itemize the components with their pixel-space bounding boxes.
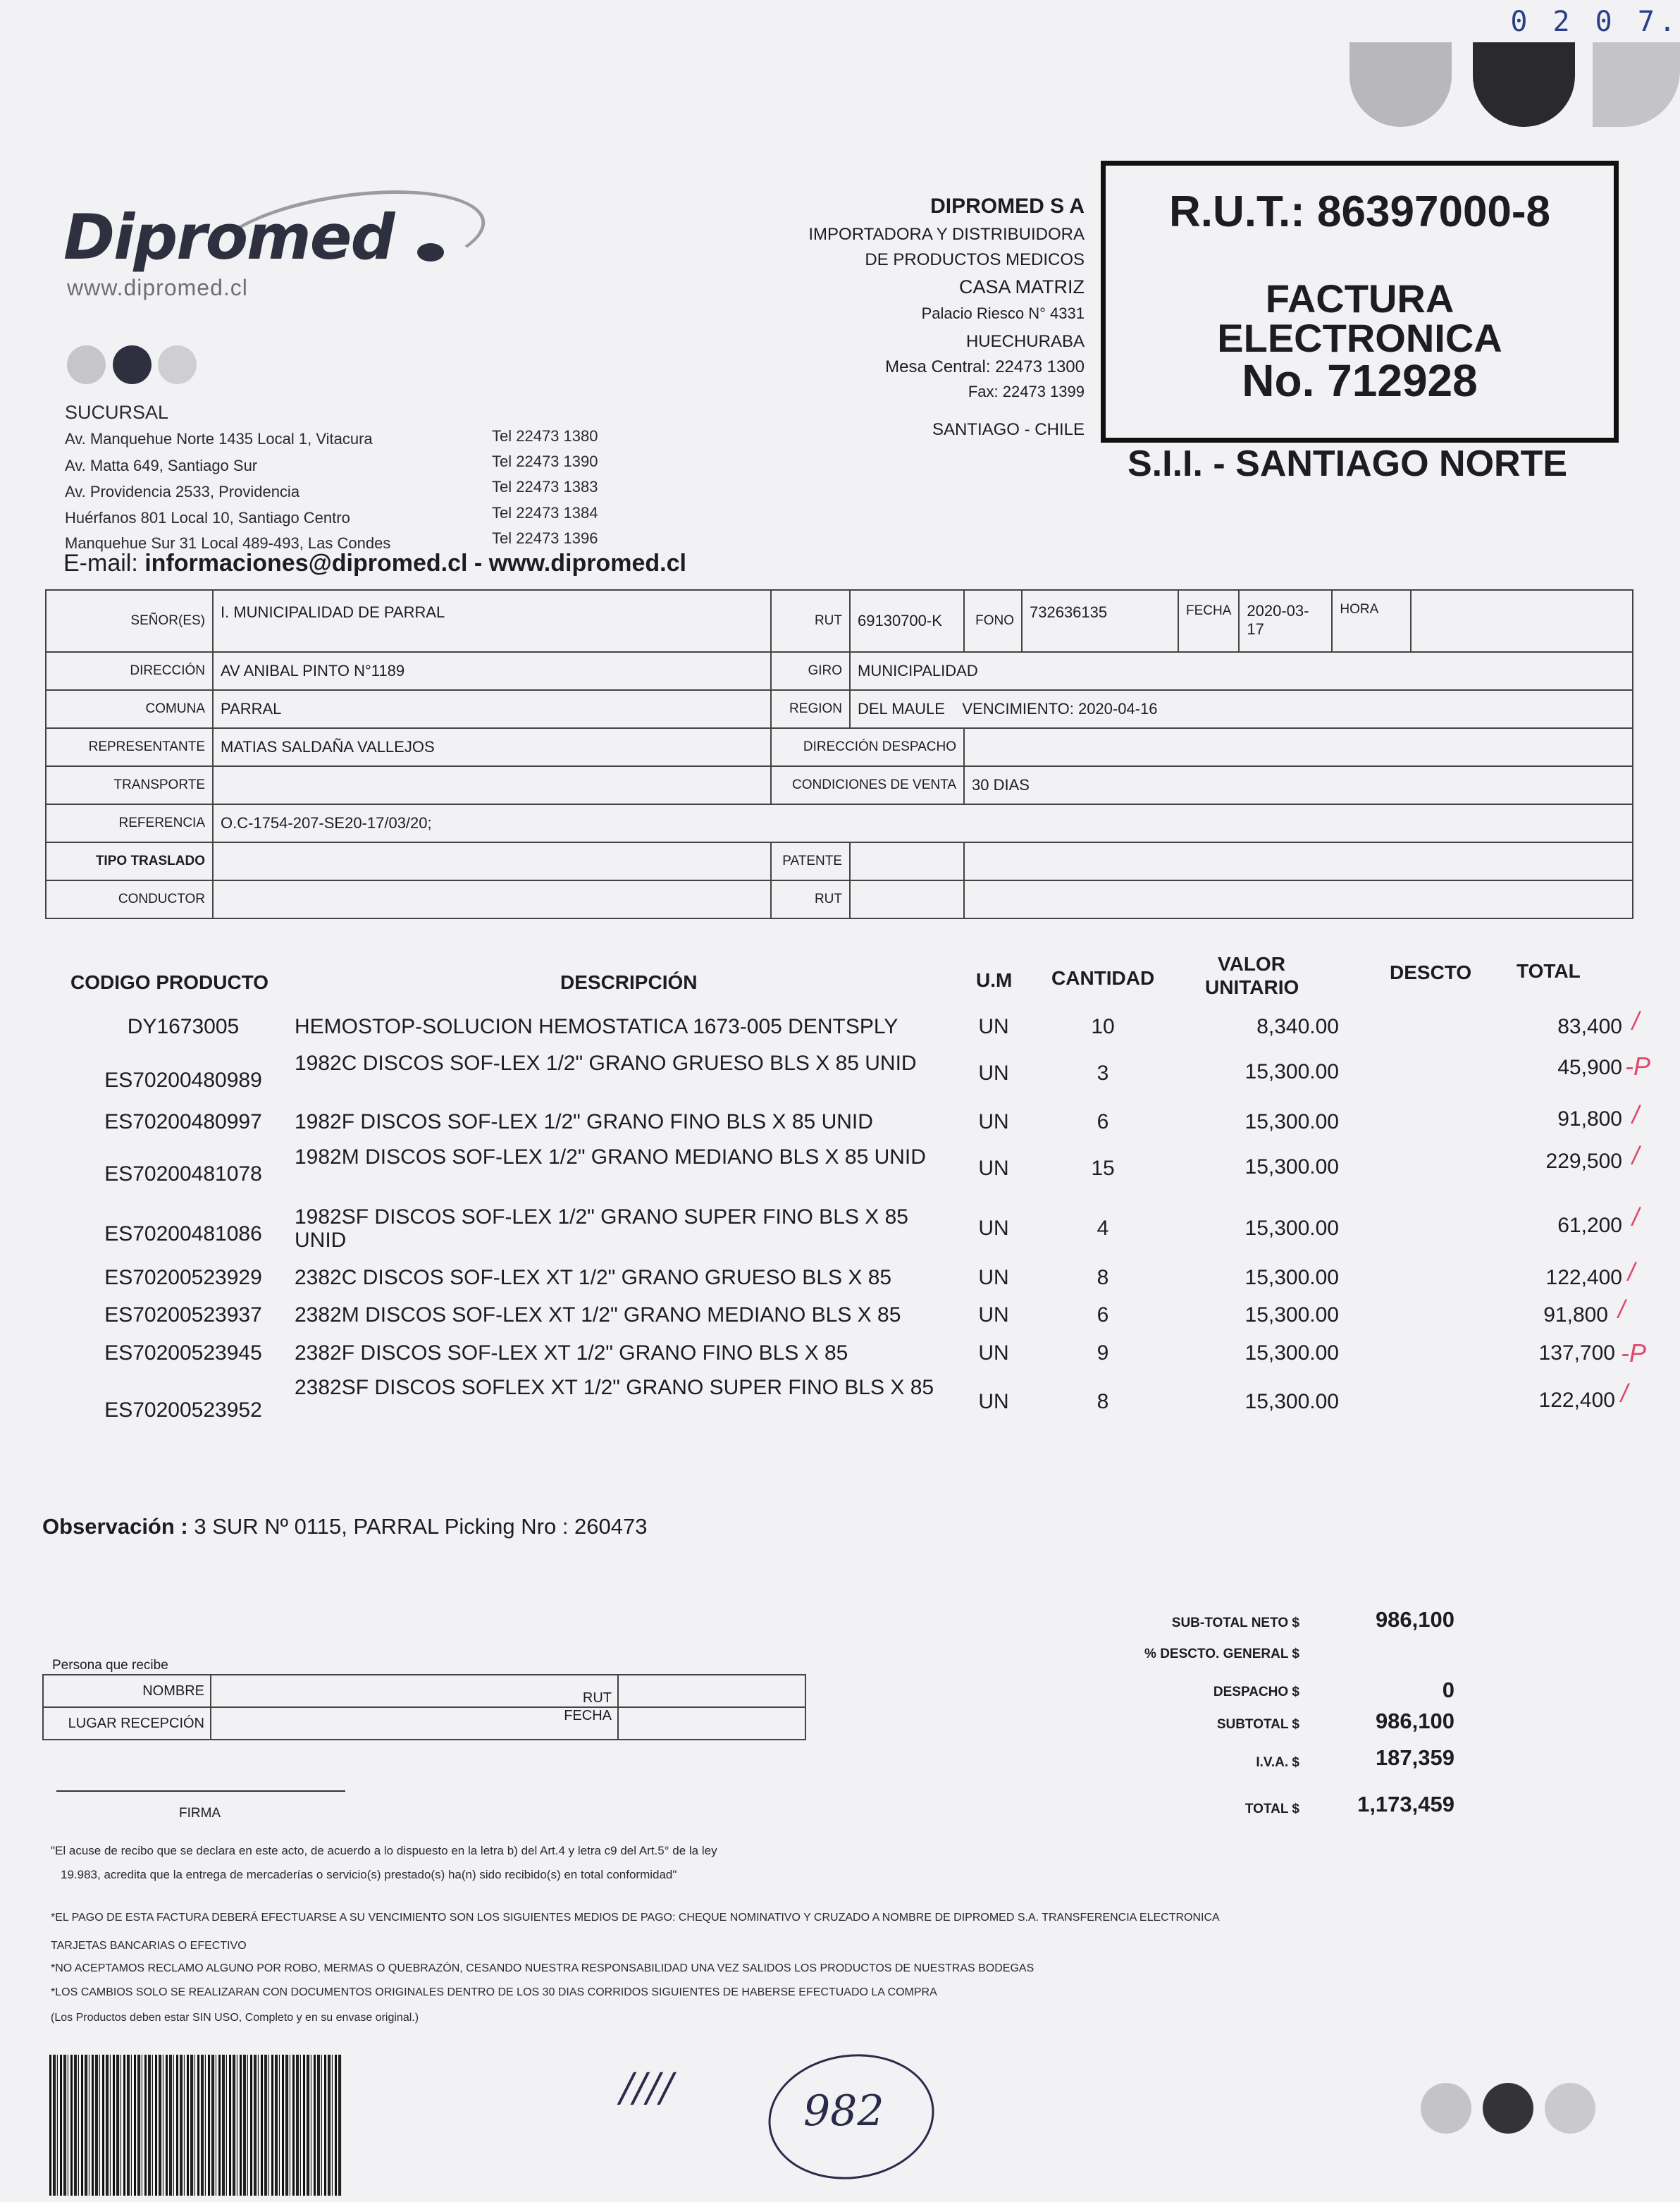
legal-conditions: (Los Productos deben estar SIN USO, Completo y en su envase original.)	[51, 2012, 419, 2024]
item-desc: 2382M DISCOS SOF-LEX XT 1/2" GRANO MEDIANO BLS X 85	[295, 1303, 901, 1327]
client-patente	[850, 842, 964, 880]
value-despacho: 0	[1442, 1678, 1454, 1702]
signature-line	[56, 1790, 345, 1792]
value-total: 1,173,459	[1357, 1792, 1454, 1816]
signature-label: FIRMA	[179, 1806, 221, 1821]
item-desc: 1982SF DISCOS SOF-LEX 1/2" GRANO SUPER FINO BLS X 85 UNID	[295, 1205, 908, 1252]
client-conductor	[213, 880, 771, 918]
legal-payment-2: TARJETAS BANCARIAS O EFECTIVO	[51, 1940, 247, 1952]
item-desc: 1982F DISCOS SOF-LEX 1/2" GRANO FINO BLS X 85 UNID	[295, 1110, 873, 1133]
company-line: Fax: 22473 1399	[968, 382, 1085, 400]
separator: -	[467, 550, 489, 577]
legal-exchanges: *LOS CAMBIOS SOLO SE REALIZARAN CON DOCUMENTOS ORIGINALES DENTRO DE LOS 30 DIAS CORRIDOS SIGUIENTES DE HABERSE EFECTUADO LA COMPRA	[51, 1986, 937, 1998]
item-qty: 4	[1097, 1217, 1109, 1240]
item-code: ES70200481078	[104, 1162, 262, 1186]
item-code: ES70200523945	[104, 1341, 262, 1365]
legal-claims: *NO ACEPTAMOS RECLAMO ALGUNO POR ROBO, MERMAS O QUEBRAZÓN, CESANDO NUESTRA RESPONSABILIDAD UNA VEZ SALIDOS LOS PRODUCTOS DE NUESTRAS BODEGAS	[51, 1962, 1034, 1974]
item-um: UN	[978, 1217, 1009, 1240]
item-desc: 1982C DISCOS SOF-LEX 1/2" GRANO GRUESO BLS X 85 UNID	[295, 1052, 917, 1075]
client-giro: MUNICIPALIDAD	[850, 652, 1633, 690]
value-iva: 187,359	[1375, 1745, 1454, 1770]
item-qty: 10	[1091, 1015, 1115, 1038]
logo-dot-icon	[417, 243, 444, 262]
header-total: TOTAL	[1517, 960, 1581, 982]
item-total: 122,400	[1538, 1389, 1615, 1412]
label-patente: PATENTE	[771, 842, 850, 880]
contact-line	[63, 550, 686, 577]
label-direccion: DIRECCIÓN	[46, 652, 213, 690]
item-unit: 15,300.00	[1244, 1060, 1339, 1083]
website-link[interactable]: www.dipromed.cl	[488, 550, 686, 577]
client-direccion-despacho	[964, 728, 1633, 766]
item-total: 229,500	[1545, 1150, 1622, 1173]
item-unit: 15,300.00	[1244, 1341, 1339, 1365]
company-name: DIPROMED S A	[930, 195, 1085, 218]
brand-dot-light	[67, 345, 106, 384]
item-um: UN	[978, 1015, 1009, 1038]
client-vencimiento: VENCIMIENTO: 2020-04-16	[962, 700, 1158, 718]
label-region: REGION	[771, 690, 850, 728]
branches-title: SUCURSAL	[65, 402, 169, 423]
label-comuna: COMUNA	[46, 690, 213, 728]
client-rut: 69130700-K	[850, 590, 964, 652]
item-unit: 15,300.00	[1244, 1266, 1339, 1289]
label-fecha: FECHA	[1178, 590, 1239, 652]
label-representante: REPRESENTANTE	[46, 728, 213, 766]
invoice-box	[1101, 161, 1619, 443]
label-rut-conductor: RUT	[771, 880, 850, 918]
header-disc: DESCTO	[1390, 961, 1472, 983]
item-total: 91,800	[1557, 1107, 1622, 1131]
check-mark: /	[1632, 1100, 1640, 1129]
label-senor: SEÑOR(ES)	[46, 590, 213, 652]
brand-dot-dark	[113, 345, 152, 384]
item-um: UN	[978, 1303, 1009, 1327]
company-line: Mesa Central: 22473 1300	[885, 357, 1085, 376]
branch-address: Huérfanos 801 Local 10, Santiago Centro	[65, 509, 350, 527]
client-transporte	[213, 766, 771, 804]
company-info	[808, 190, 1085, 443]
receiver-label: Persona que recibe	[52, 1658, 168, 1673]
header-code: CODIGO PRODUCTO	[70, 971, 269, 993]
item-total: 122,400	[1545, 1266, 1622, 1289]
client-direccion: AV ANIBAL PINTO N°1189	[213, 652, 771, 690]
label-despacho: DESPACHO $	[1213, 1685, 1299, 1699]
branch-address: Av. Providencia 2533, Providencia	[65, 483, 300, 500]
item-um: UN	[978, 1110, 1009, 1133]
branch-tel: Tel 22473 1390	[492, 453, 598, 470]
client-empty	[964, 842, 1633, 880]
check-mark: /	[1632, 1141, 1640, 1170]
check-mark: -P	[1621, 1339, 1646, 1367]
item-um: UN	[978, 1266, 1009, 1289]
handwritten-number: 982	[803, 2086, 884, 2136]
receiver-date-field[interactable]	[618, 1707, 805, 1740]
header-unit-1: VALOR	[1218, 953, 1285, 975]
company-logo: Dipromed	[63, 201, 394, 273]
item-code: DY1673005	[127, 1015, 240, 1038]
item-code: ES70200523937	[104, 1303, 262, 1327]
check-mark: /	[1632, 1203, 1640, 1231]
company-line: DE PRODUCTOS MEDICOS	[865, 250, 1085, 269]
item-qty: 15	[1091, 1157, 1115, 1180]
observation	[42, 1514, 648, 1539]
observation-label: Observación :	[42, 1514, 188, 1539]
invoice-rut: R.U.T.: 86397000-8	[1168, 187, 1551, 236]
client-name: I. MUNICIPALIDAD DE PARRAL	[213, 590, 771, 652]
branch-tel: Tel 22473 1396	[492, 529, 598, 547]
check-mark: /	[1621, 1379, 1629, 1408]
label-tipo-traslado: TIPO TRASLADO	[46, 842, 213, 880]
client-fecha: 2020-03-17	[1239, 590, 1332, 652]
client-representante: MATIAS SALDAÑA VALLEJOS	[213, 728, 771, 766]
decor-circle-center	[1473, 42, 1575, 127]
decor-dot-light	[1421, 2083, 1471, 2134]
item-unit: 15,300.00	[1244, 1155, 1339, 1179]
check-mark: -P	[1625, 1052, 1650, 1081]
item-desc: 2382F DISCOS SOF-LEX XT 1/2" GRANO FINO BLS X 85	[295, 1341, 848, 1365]
client-region-cell	[850, 690, 1633, 728]
label-iva: I.V.A. $	[1256, 1755, 1299, 1770]
branch-tel: Tel 22473 1384	[492, 504, 598, 522]
label-nombre: NOMBRE	[43, 1675, 211, 1707]
item-desc: 1982M DISCOS SOF-LEX 1/2" GRANO MEDIANO BLS X 85 UNID	[295, 1145, 926, 1169]
item-unit: 8,340.00	[1256, 1015, 1339, 1038]
item-unit: 15,300.00	[1244, 1110, 1339, 1133]
legal-ack-2: 19.983, acredita que la entrega de mercaderías o servicio(s) prestado(s) ha(n) sido recibido(s) en total conformidad"	[61, 1868, 677, 1881]
item-qty: 8	[1097, 1266, 1109, 1289]
header-unit-2: UNITARIO	[1205, 976, 1299, 998]
brand-dot-gray	[158, 345, 197, 384]
header-qty: CANTIDAD	[1051, 967, 1155, 989]
item-code: ES70200480989	[104, 1069, 262, 1092]
company-line: CASA MATRIZ	[958, 276, 1085, 297]
item-total: 91,800	[1543, 1303, 1608, 1327]
value-subtotal: 986,100	[1375, 1709, 1454, 1733]
logo-website: www.dipromed.cl	[67, 275, 248, 300]
client-comuna: PARRAL	[213, 690, 771, 728]
branch-address: Av. Matta 649, Santiago Sur	[65, 457, 258, 474]
company-line: HUECHURABA	[965, 331, 1085, 351]
branch-tel: Tel 22473 1380	[492, 427, 598, 445]
value-subtotal-neto: 986,100	[1375, 1607, 1454, 1632]
check-mark: /	[1628, 1257, 1636, 1286]
item-unit: 15,300.00	[1244, 1217, 1339, 1240]
company-line: SANTIAGO - CHILE	[932, 419, 1085, 439]
client-tipo-traslado	[213, 842, 771, 880]
client-hora	[1411, 590, 1633, 652]
branch-address: Manquehue Sur 31 Local 489-493, Las Condes	[65, 534, 391, 552]
check-mark: /	[1632, 1007, 1640, 1035]
item-code: ES70200523952	[104, 1398, 262, 1422]
check-mark: /	[1618, 1295, 1626, 1324]
client-referencia: O.C-1754-207-SE20-17/03/20;	[213, 804, 1633, 842]
label-fecha-recibe: FECHA	[211, 1707, 618, 1740]
barcode-pdf417	[49, 2055, 342, 2196]
label-subtotal: SUBTOTAL $	[1216, 1717, 1299, 1732]
label-direccion-despacho: DIRECCIÓN DESPACHO	[771, 728, 964, 766]
decor-circle-left	[1349, 42, 1452, 127]
item-code: ES70200480997	[104, 1110, 262, 1133]
legal-payment-1: *EL PAGO DE ESTA FACTURA DEBERÁ EFECTUARSE A SU VENCIMIENTO SON LOS SIGUIENTES MEDIOS DE PAGO: CHEQUE NOMINATIVO Y CRUZADO A NOMBRE DE DIPROMED S.A. TRANSFERENCIA ELECTRONICA	[51, 1912, 1220, 1924]
label-hora: HORA	[1332, 590, 1411, 652]
company-line: Palacio Riesco N° 4331	[921, 304, 1085, 322]
client-region: DEL MAULE	[858, 700, 945, 718]
sii-office: S.I.I. - SANTIAGO NORTE	[1128, 443, 1568, 484]
observation-text: 3 SUR Nº 0115, PARRAL Picking Nro : 260473	[194, 1514, 648, 1539]
header-um: U.M	[976, 969, 1013, 991]
label-total: TOTAL $	[1244, 1802, 1299, 1816]
item-qty: 3	[1097, 1062, 1109, 1085]
company-line: IMPORTADORA Y DISTRIBUIDORA	[808, 225, 1085, 244]
decor-dot-dark	[1483, 2083, 1533, 2134]
email-link[interactable]: informaciones@dipromed.cl	[144, 550, 468, 577]
item-total: 45,900	[1557, 1056, 1622, 1079]
invoice-number: No. 712928	[1242, 355, 1478, 406]
email-label: E-mail:	[63, 550, 145, 577]
label-giro: GIRO	[771, 652, 850, 690]
handwritten-marks: ////	[620, 2065, 674, 2111]
item-desc: 2382C DISCOS SOF-LEX XT 1/2" GRANO GRUESO BLS X 85	[295, 1266, 892, 1289]
legal-ack-1: "El acuse de recibo que se declara en este acto, de acuerdo a lo dispuesto en la letra b) del Art.4 y letra c9 del Art.5° de la ley	[51, 1844, 717, 1857]
client-condiciones: 30 DIAS	[964, 766, 1633, 804]
item-desc: HEMOSTOP-SOLUCION HEMOSTATICA 1673-005 DENTSPLY	[295, 1015, 898, 1038]
label-condiciones: CONDICIONES DE VENTA	[771, 766, 964, 804]
client-table	[45, 589, 1633, 919]
item-um: UN	[978, 1390, 1009, 1413]
label-rut: RUT	[771, 590, 850, 652]
label-lugar: LUGAR RECEPCIÓN	[43, 1707, 211, 1740]
decor-circle-right	[1593, 42, 1680, 127]
branch-tel: Tel 22473 1383	[492, 478, 598, 496]
label-subtotal-neto: SUB-TOTAL NETO $	[1171, 1616, 1299, 1630]
item-total: 83,400	[1557, 1015, 1622, 1038]
label-referencia: REFERENCIA	[46, 804, 213, 842]
item-total: 137,700	[1538, 1341, 1615, 1365]
item-total: 61,200	[1557, 1214, 1622, 1237]
client-rut-conductor	[850, 880, 964, 918]
item-unit: 15,300.00	[1244, 1303, 1339, 1327]
invoice-type-1: FACTURA	[1265, 276, 1454, 321]
client-fono: 732636135	[1022, 590, 1178, 652]
header-desc: DESCRIPCIÓN	[560, 971, 698, 993]
item-unit: 15,300.00	[1244, 1390, 1339, 1413]
item-um: UN	[978, 1062, 1009, 1085]
item-um: UN	[978, 1341, 1009, 1365]
invoice-type-2: ELECTRONICA	[1217, 316, 1502, 360]
item-code: ES70200523929	[104, 1266, 262, 1289]
decor-dot-gray	[1545, 2083, 1595, 2134]
label-rut-recibe: RUT	[211, 1675, 618, 1707]
item-um: UN	[978, 1157, 1009, 1180]
receipt-table	[42, 1674, 806, 1740]
label-fono: FONO	[964, 590, 1022, 652]
item-qty: 8	[1097, 1390, 1109, 1413]
item-qty: 6	[1097, 1303, 1109, 1327]
item-desc: 2382SF DISCOS SOFLEX XT 1/2" GRANO SUPER FINO BLS X 85	[295, 1376, 934, 1399]
item-qty: 6	[1097, 1110, 1109, 1133]
item-qty: 9	[1097, 1341, 1109, 1365]
client-empty	[964, 880, 1633, 918]
corner-doc-number: 0 2 0 7.	[1510, 6, 1680, 38]
receiver-rut-field[interactable]	[618, 1675, 805, 1707]
label-descto-general: % DESCTO. GENERAL $	[1144, 1647, 1299, 1661]
label-conductor: CONDUCTOR	[46, 880, 213, 918]
item-code: ES70200481086	[104, 1222, 262, 1245]
branch-address: Av. Manquehue Norte 1435 Local 1, Vitacura	[65, 430, 373, 448]
label-transporte: TRANSPORTE	[46, 766, 213, 804]
